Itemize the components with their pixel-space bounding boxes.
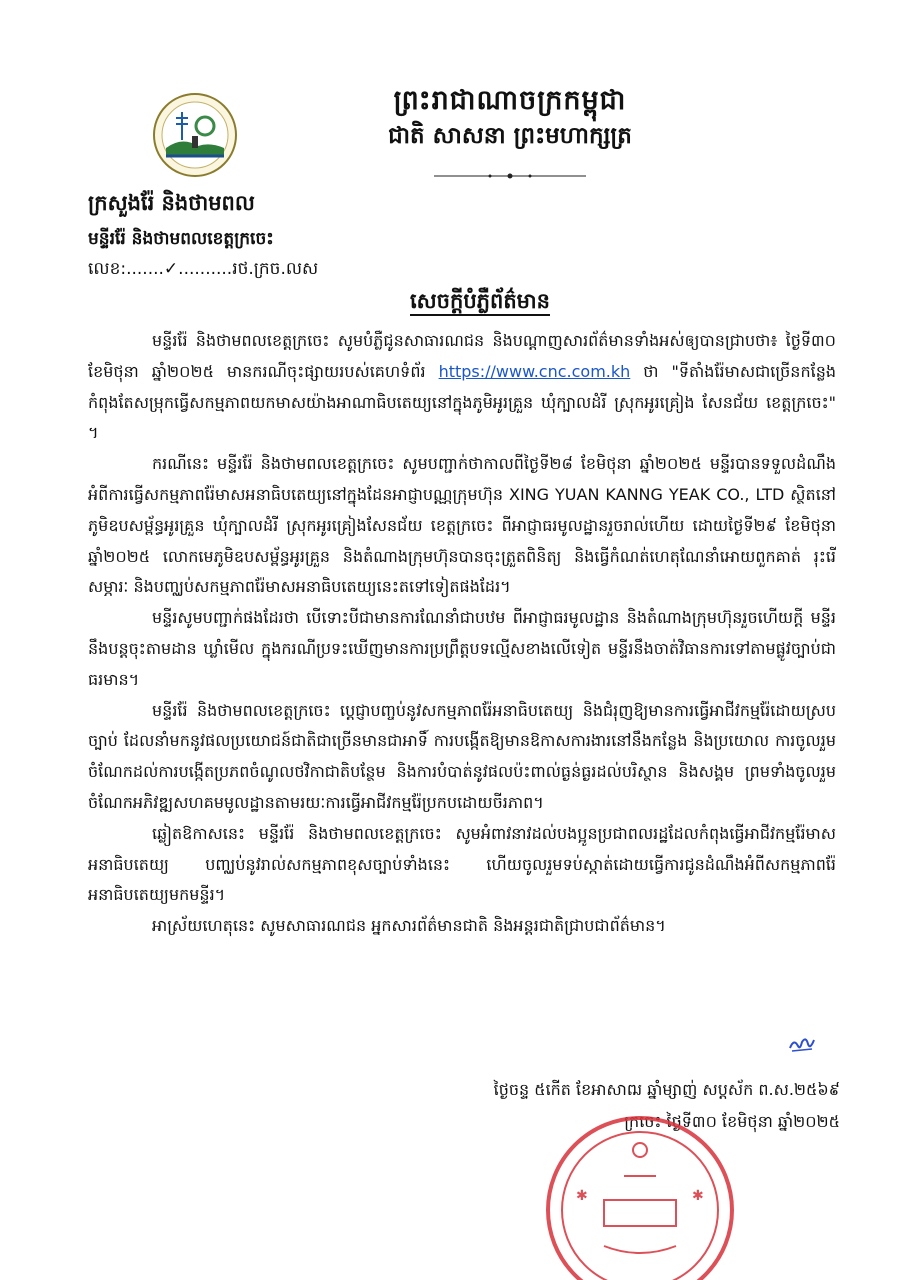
kingdom-heading: ព្រះរាជាណាចក្រកម្ពុជា xyxy=(393,85,627,116)
svg-text:✱: ✱ xyxy=(576,1188,588,1204)
paragraph-intro-text-end: ថា "ទីតាំងរ៉ែមាសជាច្រើនកន្លែង កំពុងតែសម្រុកធ្វើសកម្មភាពយកមាសយ៉ាងអាណាធិបតេយ្យនៅក្នុងភូមិអូរគ្រួន ឃុំក្បាលដំរី ស្រុកអូរគ្រៀង សែនជ័យ ខេត្តក្រចេះ" ។ xyxy=(88,361,837,443)
official-seal-icon xyxy=(540,1110,740,1280)
reference-number: លេខ:.......✓..........រថ.ក្រច.លស xyxy=(88,259,319,279)
document-body xyxy=(88,326,836,942)
department-name: មន្ទីររ៉ែ និងថាមពលខេត្តក្រចេះ xyxy=(88,229,274,249)
national-motto: ជាតិ សាសនា ព្រះមហាក្សត្រ xyxy=(388,123,632,149)
paragraph-incident: ករណីនេះ មន្ទីររ៉ែ និងថាមពលខេត្តក្រចេះ សូមបញ្ជាក់ថាកាលពីថ្ងៃទី២៨ ខែមិថុនា ឆ្នាំ២០២៥ មន្ទីរបានទទួលដំណឹងអំពីការធ្វើសកម្មភាពរ៉ែមាសអនាធិបតេយ្យនៅក្នុងដែនអាជ្ញាបណ្ណក្រុមហ៊ុន XING YUAN KANNG YEAK CO., LTD ស្ថិតនៅភូមិឧបសម្ព័ន្ធអូរគ្រួន ឃុំក្បាលដំរី ស្រុកអូរគ្រៀងសែនជ័យ ខេត្តក្រចេះ ពីអាជ្ញាធរមូលដ្ឋានរួចរាល់ហើយ ដោយថ្ងៃទី២៩ ខែមិថុនា ឆ្នាំ២០២៥ លោកមេភូមិឧបសម្ព័ន្ធអូរគ្រួន និងតំណាងក្រុមហ៊ុនបានចុះត្រួតពិនិត្យ និងធ្វើកំណត់ហេតុណែនាំអោយពួកគាត់ រុះរើសម្ភារៈ និងបញ្ឈប់សកម្មភាពរ៉ែមាសអនាធិបតេយ្យនេះតទៅទៀតផងដែរ។ xyxy=(88,454,836,597)
svg-text:✱: ✱ xyxy=(692,1188,704,1204)
paragraph-intro-text-start: មន្ទីររ៉ែ និងថាមពលខេត្តក្រចេះ សូមបំភ្លឺជូនសាធារណជន និងបណ្តាញសារព័ត៌មានទាំងអស់ឲ្យបានជ្រាបថា៖ ថ្ងៃទី៣០ ខែមិថុនា ឆ្នាំ២០២៥ មានករណីចុះផ្សាយរបស់គេហទំព័រ xyxy=(88,331,836,381)
ministry-name: ក្រសួងរ៉ែ និងថាមពល xyxy=(88,191,255,215)
paragraph-followup: មន្ទីរសូមបញ្ជាក់ផងដែរថា បើទោះបីជាមានការណែនាំជាបឋម ពីអាជ្ញាធរមូលដ្ឋាន និងតំណាងក្រុមហ៊ុនរួចហើយក្តី មន្ទីរនឹងបន្តចុះតាមដាន ឃ្លាំមើល ក្នុងករណីប្រទះឃើញមានការប្រព្រឹត្តបទល្មើសខាងលើទៀត មន្ទីរនឹងចាត់វិធានការទៅតាមផ្លូវច្បាប់ជាធរមាន។ xyxy=(88,608,836,689)
department-logo-icon xyxy=(152,92,238,178)
solar-date: ក្រចេះ ថ្ងៃទី៣០ ខែមិថុនា ឆ្នាំ២០២៥ xyxy=(624,1112,840,1131)
handwritten-initials-icon xyxy=(788,1034,816,1054)
document-title: សេចក្តីបំភ្លឺព័ត៌មាន xyxy=(410,289,550,313)
paragraph-intro xyxy=(88,326,836,449)
lunar-date: ថ្ងៃចន្ទ ៥កើត ខែអាសាឍ ឆ្នាំម្សាញ់ សប្តស័ក ព.ស.២៥៦៩ xyxy=(493,1080,840,1099)
news-website-link[interactable]: https://www.cnc.com.kh xyxy=(438,361,631,381)
paragraph-closing: អាស្រ័យហេតុនេះ សូមសាធារណជន អ្នកសារព័ត៌មានជាតិ និងអន្តរជាតិជ្រាបជាព័ត៌មាន។ xyxy=(152,916,666,936)
ornament-divider xyxy=(430,170,590,182)
paragraph-appeal: ឆ្លៀតឱកាសនេះ មន្ទីររ៉ែ និងថាមពលខេត្តក្រចេះ សូមអំពាវនាវដល់បងប្អូនប្រជាពលរដ្ឋដែលកំពុងធ្វើអាជីវកម្មរ៉ែមាសអនាធិបតេយ្យ បញ្ឈប់នូវរាល់សកម្មភាពខុសច្បាប់ទាំងនេះ ហើយចូលរួមទប់ស្កាត់ដោយធ្វើការជូនដំណឹងអំពីសកម្មភាពរ៉ែអនាធិបតេយ្យមកមន្ទីរ។ xyxy=(88,823,836,905)
paragraph-commitment: មន្ទីររ៉ែ និងថាមពលខេត្តក្រចេះ ប្តេជ្ញាបញ្ចប់នូវសកម្មភាពរ៉ែអនាធិបតេយ្យ និងជំរុញឱ្យមានការធ្វើអាជីវកម្មរ៉ែដោយស្របច្បាប់ ដែលនាំមកនូវផលប្រយោជន៍ជាតិជាច្រើនមានជាអាទិ៍ ការបង្កើតឱ្យមានឱកាសការងារនៅនឹងកន្លែង និងប្រយោល ការចូលរួមចំណែកដល់ការបង្កើតប្រភពចំណូលថវិកាជាតិបន្ថែម និងការបំបាត់នូវផលប៉ះពាល់ធ្ងន់ធ្ងរដល់បរិស្ថាន និងសង្គម ព្រមទាំងចូលរួមចំណែកអភិវឌ្ឍសហគមមូលដ្ឋានតាមរយៈការធ្វើអាជីវកម្មរ៉ែប្រកបដោយចីរភាព។ xyxy=(88,700,836,812)
